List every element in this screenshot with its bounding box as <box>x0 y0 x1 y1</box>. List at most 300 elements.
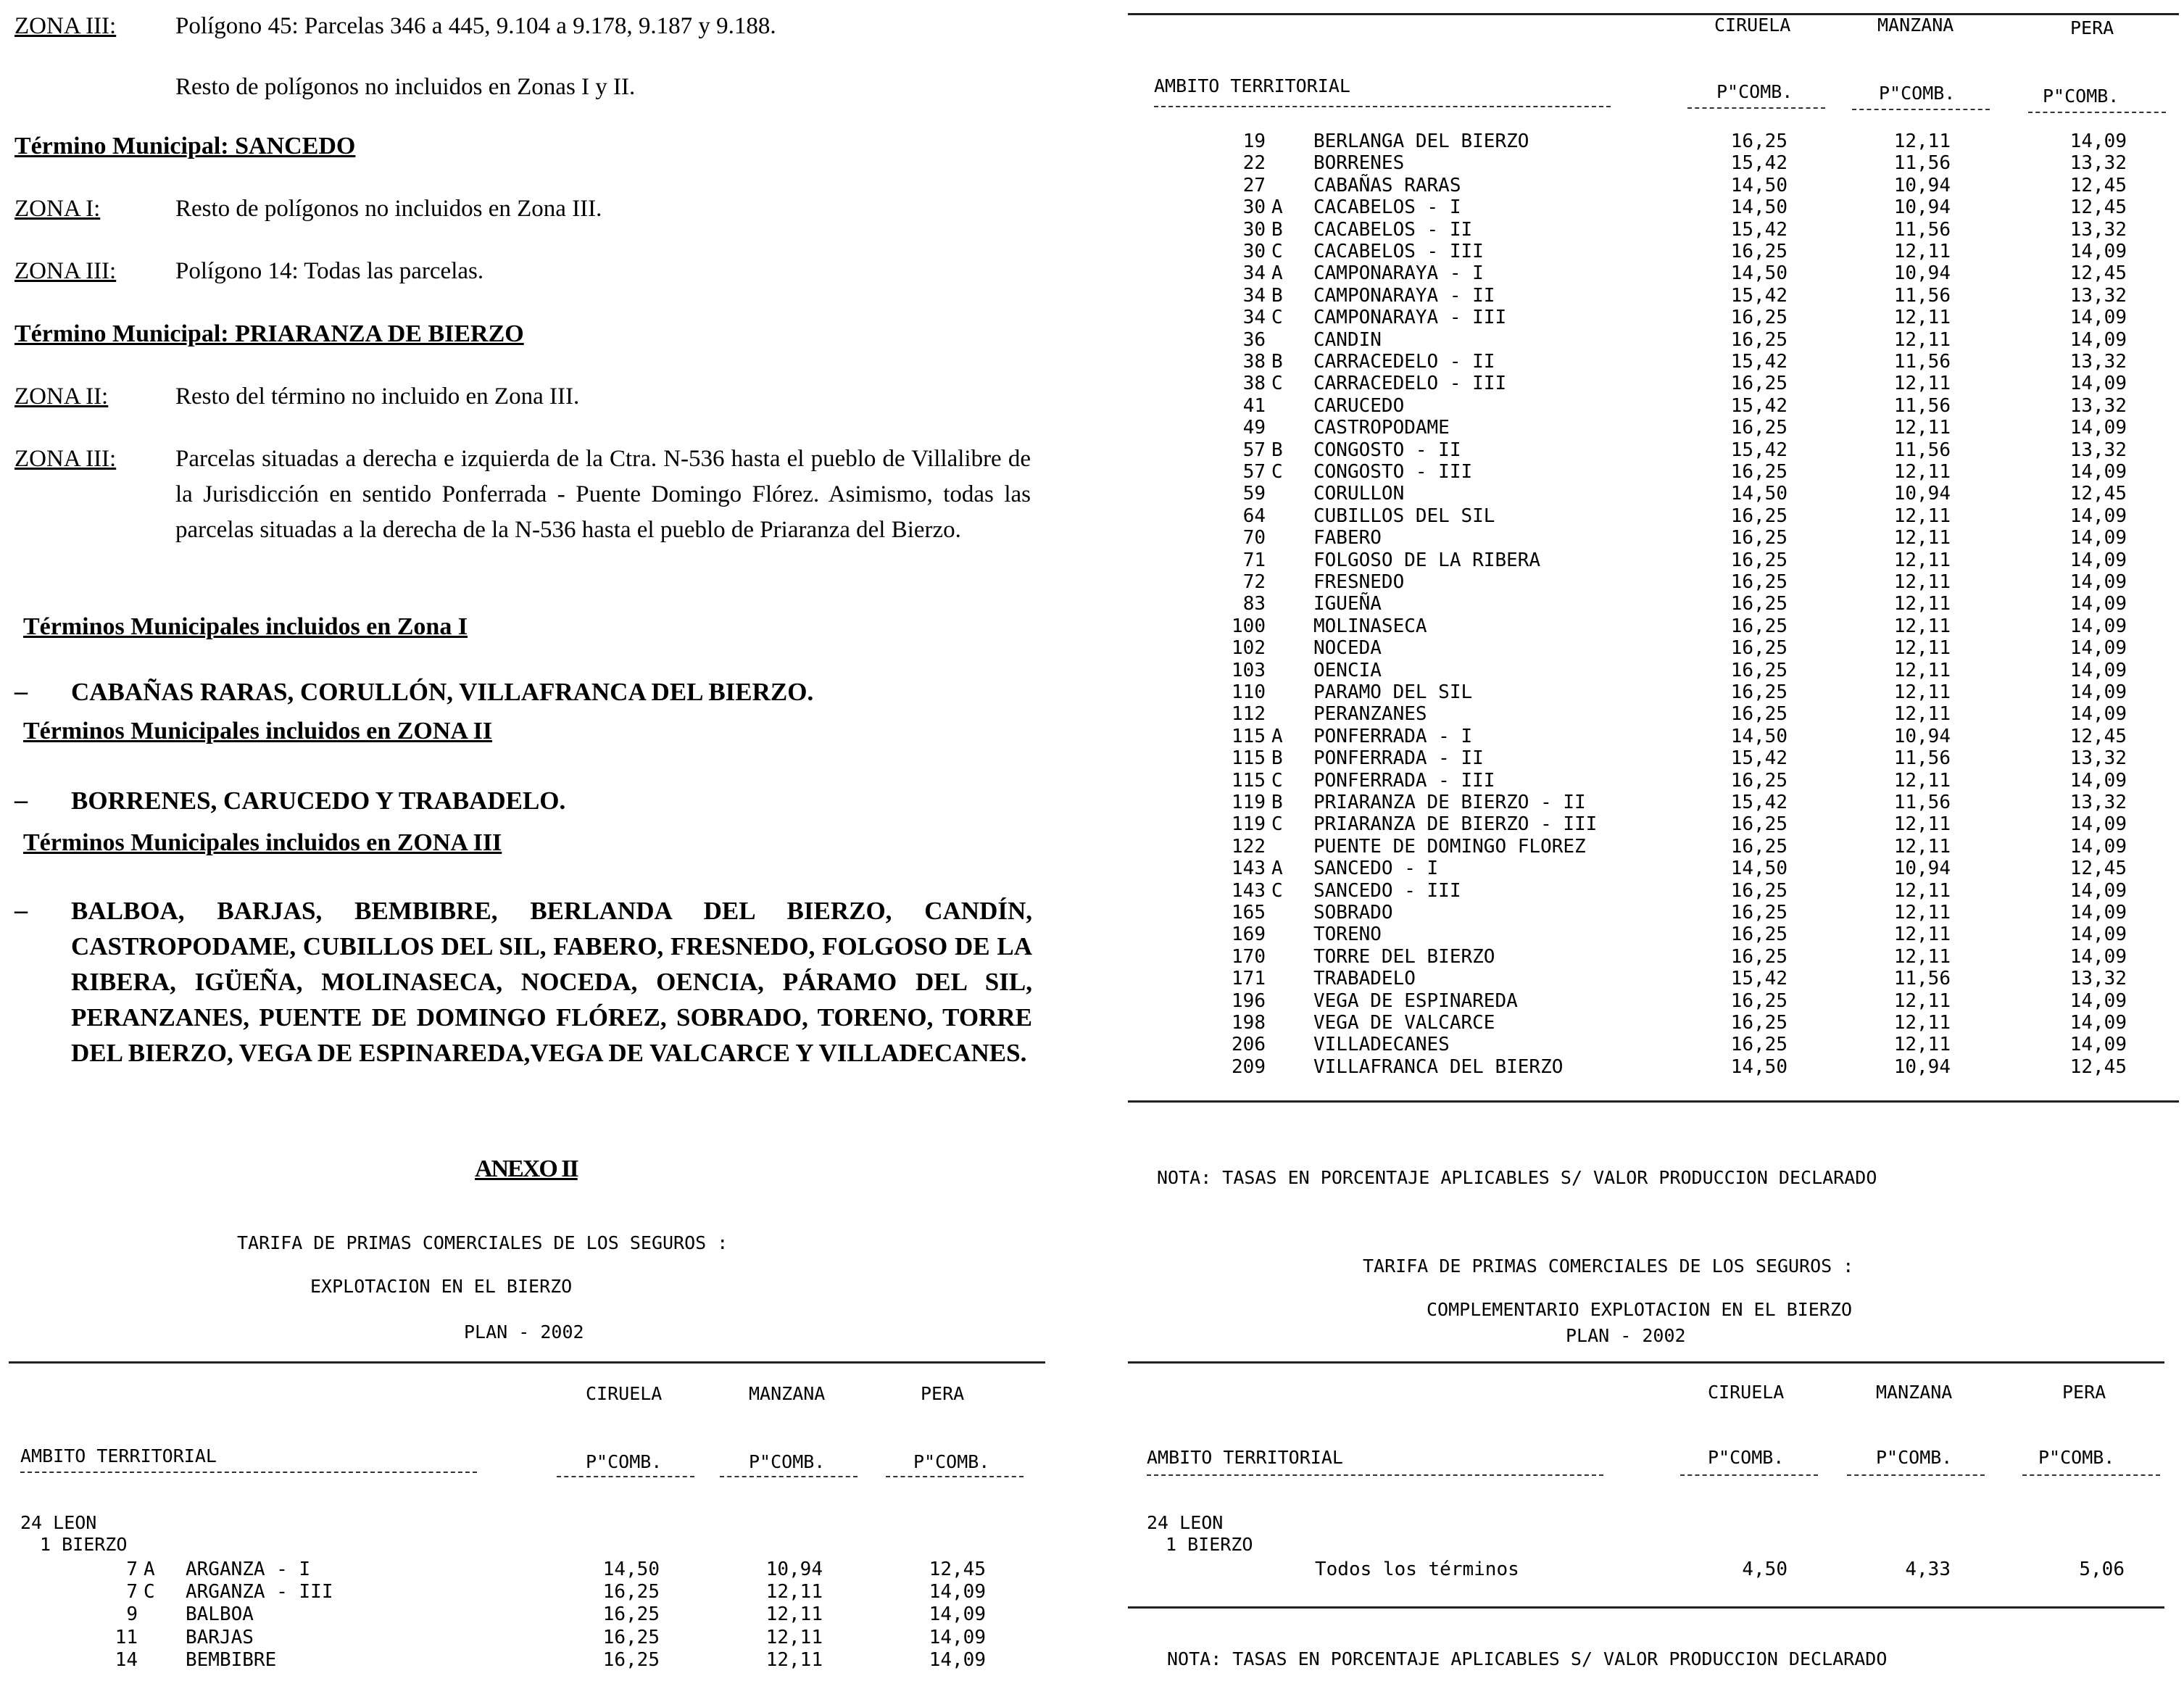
row-letter: B <box>1271 792 1283 813</box>
row-manzana: 12,11 <box>1893 571 1951 593</box>
row-letter: A <box>144 1559 155 1580</box>
row-code: 119 <box>1232 792 1266 813</box>
row-manzana: 12,11 <box>1893 681 1951 703</box>
row-manzana: 11,56 <box>1893 394 1951 417</box>
row-ciruela: 16,25 <box>1730 505 1788 527</box>
ambito-header: AMBITO TERRITORIAL <box>20 1445 217 1466</box>
subheader-pcomb: P"COMB. <box>1879 83 1956 104</box>
row-pera: 13,32 <box>2069 218 2127 241</box>
row-manzana: 12,11 <box>1893 615 1951 637</box>
row-ciruela: 14,50 <box>1730 725 1788 747</box>
row-pera: 5,06 <box>2079 1559 2125 1580</box>
zone-text: Resto de polígonos no incluidos en Zona III. <box>175 196 602 222</box>
row-manzana: 12,11 <box>1893 879 1951 902</box>
row-name: CARUCEDO <box>1313 394 1405 417</box>
row-pera: 14,09 <box>2069 1034 2127 1056</box>
row-manzana: 12,11 <box>1893 417 1951 439</box>
table-row <box>1128 262 2179 284</box>
row-code: 102 <box>1232 637 1266 660</box>
row-pera: 14,09 <box>2069 130 2127 152</box>
row-pera: 12,45 <box>2069 858 2127 880</box>
row-code: 57 <box>1242 439 1266 461</box>
table-row <box>1128 593 2179 615</box>
table-row <box>1128 813 2179 835</box>
row-pera: 14,09 <box>2069 373 2127 395</box>
row-pera: 14,09 <box>2069 681 2127 703</box>
row-ciruela: 14,50 <box>602 1559 660 1580</box>
row-ciruela: 16,25 <box>1730 130 1788 152</box>
row-ciruela: 16,25 <box>1730 835 1788 858</box>
table-row <box>0 1603 1047 1625</box>
table-row <box>1128 880 2179 902</box>
row-pera: 14,09 <box>2069 989 2127 1012</box>
zone-text: Parcelas situadas a derecha e izquierda de la Ctra. N-536 hasta el pueblo de Villalibre de la Jurisdicción en sentido Ponferrada - Puente Domingo Flórez. Asimismo, todas las parcelas situadas a la derecha de la N-536 hasta el pueblo de Priaranza del Bierzo. <box>175 446 1031 543</box>
table-row <box>1128 747 2179 769</box>
table-row <box>1128 417 2179 439</box>
row-ciruela: 16,25 <box>1730 461 1788 483</box>
table-row <box>1128 990 2179 1012</box>
table-row <box>1128 439 2179 461</box>
plan-label: PLAN - 2002 <box>464 1321 584 1343</box>
row-letter: C <box>1271 813 1283 836</box>
row-pera: 14,09 <box>2069 879 2127 902</box>
table-row <box>1128 505 2179 527</box>
row-name: IGUEÑA <box>1313 593 1382 615</box>
row-manzana: 12,11 <box>765 1603 823 1626</box>
row-name: CABAÑAS RARAS <box>1313 174 1461 196</box>
row-ciruela: 16,25 <box>1730 1034 1788 1056</box>
row-name: CONGOSTO - III <box>1313 461 1473 483</box>
row-ciruela: 14,50 <box>1730 858 1788 880</box>
row-manzana: 12,11 <box>1893 593 1951 615</box>
ambito-header: AMBITO TERRITORIAL <box>1154 75 1350 96</box>
row-code: 30 <box>1242 218 1266 241</box>
row-code: 34 <box>1242 284 1266 307</box>
row-letter: A <box>1271 196 1283 219</box>
row-name: BALBOA <box>186 1603 254 1626</box>
row-ciruela: 16,25 <box>1730 902 1788 924</box>
row-code: 27 <box>1242 174 1266 196</box>
row-ciruela: 15,42 <box>1730 439 1788 461</box>
row-code: 34 <box>1242 262 1266 285</box>
subheader-pcomb: P"COMB. <box>1708 1447 1785 1468</box>
row-ciruela: 16,25 <box>1730 945 1788 968</box>
table-row <box>1128 792 2179 813</box>
row-manzana: 10,94 <box>1893 1055 1951 1078</box>
subheader-pcomb: P"COMB. <box>913 1451 990 1472</box>
row-manzana: 11,56 <box>1893 218 1951 241</box>
table-note: NOTA: TASAS EN PORCENTAJE APLICABLES S/ VALOR PRODUCCION DECLARADO <box>1167 1648 1888 1669</box>
row-pera: 13,32 <box>2069 394 2127 417</box>
row-code: 72 <box>1242 571 1266 593</box>
row-code: 119 <box>1232 813 1266 836</box>
row-code: 115 <box>1232 769 1266 792</box>
header-underline <box>886 1476 1024 1477</box>
tariff-subtitle: COMPLEMENTARIO EXPLOTACION EN EL BIERZO <box>1427 1299 1852 1320</box>
row-letter: C <box>1271 461 1283 483</box>
row-name: BERLANGA DEL BIERZO <box>1313 130 1529 152</box>
table-row <box>1128 395 2179 417</box>
row-name: VILLADECANES <box>1313 1034 1450 1056</box>
row-code: 9 <box>126 1603 138 1626</box>
row-name: Todos los términos <box>1315 1559 1519 1580</box>
zone-group-items: BORRENES, CARUCEDO Y TRABADELO. <box>71 787 566 815</box>
row-code: 38 <box>1242 373 1266 395</box>
table-row <box>1128 329 2179 351</box>
row-manzana: 10,94 <box>1893 483 1951 505</box>
table-row <box>1128 571 2179 593</box>
row-code: 143 <box>1232 858 1266 880</box>
table-row <box>1128 219 2179 241</box>
table-row <box>1128 681 2179 703</box>
row-name: PERANZANES <box>1313 703 1427 726</box>
table-row <box>1128 726 2179 747</box>
table-row <box>1128 946 2179 968</box>
row-ciruela: 16,25 <box>1730 417 1788 439</box>
row-name: CAMPONARAYA - II <box>1313 284 1495 307</box>
zone-text: Polígono 14: Todas las parcelas. <box>175 258 484 284</box>
table-row <box>1128 637 2179 659</box>
row-manzana: 12,11 <box>1893 945 1951 968</box>
row-ciruela: 16,25 <box>1730 328 1788 351</box>
col-header-manzana: MANZANA <box>1877 14 1954 36</box>
row-pera: 14,09 <box>929 1648 986 1671</box>
row-pera: 14,09 <box>2069 945 2127 968</box>
row-ciruela: 16,25 <box>1730 924 1788 946</box>
table-row <box>1128 373 2179 394</box>
row-ciruela: 15,42 <box>1730 394 1788 417</box>
row-code: 83 <box>1242 593 1266 615</box>
table-row <box>1128 285 2179 307</box>
tariff-subtitle: EXPLOTACION EN EL BIERZO <box>310 1276 573 1297</box>
zone-text: Resto del término no incluido en Zona III. <box>175 383 580 410</box>
table-row <box>1128 130 2179 152</box>
row-pera: 13,32 <box>2069 792 2127 813</box>
row-code: 206 <box>1232 1034 1266 1056</box>
row-name: CAMPONARAYA - III <box>1313 307 1507 329</box>
row-name: CACABELOS - II <box>1313 218 1473 241</box>
table-row <box>1128 175 2179 196</box>
row-ciruela: 16,25 <box>1730 241 1788 262</box>
row-name: CUBILLOS DEL SIL <box>1313 505 1495 527</box>
subheader-pcomb: P"COMB. <box>586 1451 663 1472</box>
col-header-ciruela: CIRUELA <box>1708 1382 1785 1403</box>
row-ciruela: 16,25 <box>1730 659 1788 681</box>
row-letter: A <box>1271 858 1283 880</box>
row-pera: 14,09 <box>929 1603 986 1626</box>
row-pera: 14,09 <box>2069 328 2127 351</box>
row-pera: 13,32 <box>2069 284 2127 307</box>
ambito-header: AMBITO TERRITORIAL <box>1147 1447 1343 1468</box>
row-pera: 12,45 <box>2069 262 2127 285</box>
row-code: 196 <box>1232 989 1266 1012</box>
table-row <box>1128 703 2179 725</box>
row-code: 22 <box>1242 152 1266 175</box>
province-label: 24 LEON <box>1147 1512 1224 1533</box>
row-pera: 14,09 <box>2069 1012 2127 1034</box>
row-pera: 14,09 <box>2069 241 2127 262</box>
row-ciruela: 14,50 <box>1730 196 1788 219</box>
row-code: 171 <box>1232 968 1266 990</box>
row-manzana: 12,11 <box>1893 505 1951 527</box>
row-name: VEGA DE ESPINAREDA <box>1313 989 1518 1012</box>
row-ciruela: 15,42 <box>1730 792 1788 813</box>
row-letter: C <box>144 1581 155 1603</box>
zone-label: ZONA II: <box>14 383 109 410</box>
row-manzana: 12,11 <box>1893 989 1951 1012</box>
row-name: FRESNEDO <box>1313 571 1405 593</box>
col-header-manzana: MANZANA <box>1876 1382 1953 1403</box>
table-row <box>1128 770 2179 792</box>
row-ciruela: 14,50 <box>1730 174 1788 196</box>
row-manzana: 12,11 <box>1893 130 1951 152</box>
row-code: 70 <box>1242 527 1266 549</box>
row-ciruela: 16,25 <box>1730 549 1788 571</box>
zone-text: Resto de polígonos no incluidos en Zonas I y II. <box>175 74 636 100</box>
table-row <box>1128 196 2179 218</box>
table-row <box>1128 307 2179 328</box>
subheader-pcomb: P"COMB. <box>2043 86 2119 107</box>
row-ciruela: 16,25 <box>1730 571 1788 593</box>
row-pera: 12,45 <box>929 1559 986 1580</box>
row-manzana: 10,94 <box>1893 196 1951 219</box>
row-ciruela: 16,25 <box>1730 373 1788 395</box>
row-pera: 12,45 <box>2069 196 2127 219</box>
row-ciruela: 16,25 <box>602 1603 660 1626</box>
row-letter: B <box>1271 351 1283 373</box>
row-manzana: 11,56 <box>1893 351 1951 373</box>
zone-group-items: BALBOA, BARJAS, BEMBIBRE, BERLANDA DEL BIERZO, CANDÍN, CASTROPODAME, CUBILLOS DEL SIL, FABERO, FRESNEDO, FOLGOSO DE LA RIBERA, IGÜEÑA, MOLINASECA, NOCEDA, OENCIA, PÁRAMO DEL SIL, PERANZANES, PUENTE DE DOMINGO FLÓREZ, SOBRADO, TORENO, TORRE DEL BIERZO, VEGA DE ESPINAREDA,VEGA DE VALCARCE Y VILLADECANES. <box>71 897 1032 1067</box>
row-manzana: 12,11 <box>1893 1012 1951 1034</box>
row-pera: 14,09 <box>2069 571 2127 593</box>
row-code: 103 <box>1232 659 1266 681</box>
row-ciruela: 16,25 <box>1730 1012 1788 1034</box>
row-name: PUENTE DE DOMINGO FLOREZ <box>1313 835 1586 858</box>
row-name: PONFERRADA - I <box>1313 725 1473 747</box>
row-pera: 14,09 <box>2069 813 2127 836</box>
row-name: SANCEDO - I <box>1313 858 1439 880</box>
table-row <box>1128 1056 2179 1078</box>
row-code: 169 <box>1232 924 1266 946</box>
row-pera: 14,09 <box>2069 417 2127 439</box>
table-row <box>1128 1034 2179 1055</box>
row-pera: 13,32 <box>2069 351 2127 373</box>
row-ciruela: 16,25 <box>1730 615 1788 637</box>
row-name: CACABELOS - III <box>1313 241 1484 262</box>
row-letter: C <box>1271 241 1283 262</box>
col-header-pera: PERA <box>921 1383 965 1404</box>
row-manzana: 12,11 <box>765 1626 823 1648</box>
zone-label: ZONA III: <box>14 258 117 284</box>
row-ciruela: 16,25 <box>1730 637 1788 660</box>
tariff-title: TARIFA DE PRIMAS COMERCIALES DE LOS SEGUROS : <box>237 1232 728 1253</box>
table-row <box>0 1649 1047 1671</box>
row-pera: 14,09 <box>2069 637 2127 660</box>
subheader-pcomb: P"COMB. <box>1716 81 1793 102</box>
row-manzana: 10,94 <box>1893 262 1951 285</box>
row-pera: 13,32 <box>2069 439 2127 461</box>
row-ciruela: 14,50 <box>1730 1055 1788 1078</box>
row-pera: 14,09 <box>2069 703 2127 726</box>
row-name: MOLINASECA <box>1313 615 1427 637</box>
table-row <box>0 1627 1047 1648</box>
row-name: BARJAS <box>186 1626 254 1648</box>
row-pera: 14,09 <box>2069 659 2127 681</box>
row-code: 170 <box>1232 945 1266 968</box>
row-pera: 14,09 <box>2069 527 2127 549</box>
row-code: 30 <box>1242 196 1266 219</box>
header-underline <box>2028 112 2166 113</box>
row-name: PRIARANZA DE BIERZO - II <box>1313 792 1586 813</box>
row-manzana: 4,33 <box>1905 1559 1951 1580</box>
table-row <box>1128 902 2179 924</box>
col-header-pera: PERA <box>2062 1382 2106 1403</box>
table-row <box>1128 968 2179 989</box>
row-pera: 14,09 <box>2069 615 2127 637</box>
row-ciruela: 16,25 <box>1730 527 1788 549</box>
row-letter: C <box>1271 373 1283 395</box>
row-manzana: 11,56 <box>1893 439 1951 461</box>
row-pera: 14,09 <box>929 1626 986 1648</box>
table-row <box>1128 660 2179 681</box>
row-manzana: 10,94 <box>1893 858 1951 880</box>
row-name: VILLAFRANCA DEL BIERZO <box>1313 1055 1564 1078</box>
row-manzana: 12,11 <box>1893 527 1951 549</box>
row-code: 209 <box>1232 1055 1266 1078</box>
table-row <box>1128 461 2179 483</box>
table-row <box>1128 241 2179 262</box>
row-ciruela: 14,50 <box>1730 483 1788 505</box>
header-underline <box>720 1476 858 1477</box>
row-manzana: 12,11 <box>1893 328 1951 351</box>
row-code: 49 <box>1242 417 1266 439</box>
row-pera: 14,09 <box>2069 307 2127 329</box>
row-name: BORRENES <box>1313 152 1405 175</box>
row-name: CASTROPODAME <box>1313 417 1450 439</box>
header-underline <box>2022 1474 2160 1476</box>
row-name: BEMBIBRE <box>186 1648 277 1671</box>
row-ciruela: 14,50 <box>1730 262 1788 285</box>
row-ciruela: 16,25 <box>1730 681 1788 703</box>
row-ciruela: 16,25 <box>1730 593 1788 615</box>
row-name: FOLGOSO DE LA RIBERA <box>1313 549 1541 571</box>
zone-group-heading: Términos Municipales incluidos en Zona I <box>23 613 468 640</box>
row-manzana: 12,11 <box>1893 307 1951 329</box>
table-row <box>1128 836 2179 858</box>
row-code: 57 <box>1242 461 1266 483</box>
row-name: CANDIN <box>1313 328 1382 351</box>
table-row <box>0 1581 1047 1603</box>
row-name: SANCEDO - III <box>1313 879 1461 902</box>
row-manzana: 12,11 <box>1893 703 1951 726</box>
row-manzana: 12,11 <box>1893 769 1951 792</box>
row-manzana: 12,11 <box>1893 373 1951 395</box>
row-letter: C <box>1271 879 1283 902</box>
row-name: NOCEDA <box>1313 637 1382 660</box>
row-name: PONFERRADA - III <box>1313 769 1495 792</box>
row-code: 41 <box>1242 394 1266 417</box>
list-dash: – <box>14 895 28 924</box>
row-name: TORENO <box>1313 924 1382 946</box>
row-manzana: 12,11 <box>1893 813 1951 836</box>
row-manzana: 11,56 <box>1893 792 1951 813</box>
row-name: PRIARANZA DE BIERZO - III <box>1313 813 1598 836</box>
row-letter: B <box>1271 439 1283 461</box>
row-manzana: 12,11 <box>1893 924 1951 946</box>
header-underline <box>1847 1474 1985 1476</box>
row-code: 100 <box>1232 615 1266 637</box>
table-top-rule <box>9 1361 1045 1364</box>
table-bottom-rule <box>1128 1100 2179 1103</box>
table-row <box>1128 1559 2179 1580</box>
row-code: 7 <box>126 1581 138 1603</box>
row-pera: 12,45 <box>2069 483 2127 505</box>
row-code: 11 <box>115 1626 138 1648</box>
row-pera: 12,45 <box>2069 174 2127 196</box>
row-ciruela: 15,42 <box>1730 351 1788 373</box>
zone-group-heading: Términos Municipales incluidos en ZONA III <box>23 829 502 856</box>
row-code: 122 <box>1232 835 1266 858</box>
row-name: VEGA DE VALCARCE <box>1313 1012 1495 1034</box>
row-manzana: 12,11 <box>1893 241 1951 262</box>
plan-label: PLAN - 2002 <box>1566 1325 1686 1346</box>
row-ciruela: 15,42 <box>1730 747 1788 770</box>
row-manzana: 12,11 <box>1893 902 1951 924</box>
row-pera: 14,09 <box>2069 835 2127 858</box>
row-manzana: 10,94 <box>1893 174 1951 196</box>
row-ciruela: 15,42 <box>1730 284 1788 307</box>
row-letter: B <box>1271 218 1283 241</box>
table-top-rule <box>1128 1361 2164 1364</box>
row-manzana: 12,11 <box>1893 659 1951 681</box>
row-pera: 14,09 <box>2069 924 2127 946</box>
row-ciruela: 15,42 <box>1730 218 1788 241</box>
row-manzana: 11,56 <box>1893 152 1951 175</box>
zone-text: Polígono 45: Parcelas 346 a 445, 9.104 a 9.178, 9.187 y 9.188. <box>175 13 776 39</box>
row-ciruela: 16,25 <box>1730 989 1788 1012</box>
row-ciruela: 16,25 <box>1730 307 1788 329</box>
zone-group-heading: Términos Municipales incluidos en ZONA II <box>23 718 493 744</box>
row-manzana: 12,11 <box>1893 835 1951 858</box>
row-ciruela: 16,25 <box>1730 813 1788 836</box>
table-row <box>1128 615 2179 637</box>
table-note: NOTA: TASAS EN PORCENTAJE APLICABLES S/ VALOR PRODUCCION DECLARADO <box>1157 1167 1877 1188</box>
row-name: CORULLON <box>1313 483 1405 505</box>
row-name: SOBRADO <box>1313 902 1393 924</box>
row-pera: 12,45 <box>2069 1055 2127 1078</box>
row-manzana: 10,94 <box>1893 725 1951 747</box>
row-name: FABERO <box>1313 527 1382 549</box>
zone-group-items: CABAÑAS RARAS, CORULLÓN, VILLAFRANCA DEL BIERZO. <box>71 678 814 706</box>
row-name: PONFERRADA - II <box>1313 747 1484 770</box>
row-pera: 13,32 <box>2069 747 2127 770</box>
row-name: TORRE DEL BIERZO <box>1313 945 1495 968</box>
row-ciruela: 16,25 <box>602 1626 660 1648</box>
row-pera: 14,09 <box>2069 593 2127 615</box>
tariff-title: TARIFA DE PRIMAS COMERCIALES DE LOS SEGUROS : <box>1363 1256 1854 1277</box>
subheader-pcomb: P"COMB. <box>749 1451 826 1472</box>
table-row <box>1128 924 2179 945</box>
header-underline <box>20 1472 477 1473</box>
row-ciruela: 16,25 <box>602 1648 660 1671</box>
row-pera: 14,09 <box>2069 902 2127 924</box>
row-ciruela: 16,25 <box>1730 769 1788 792</box>
comarca-label: 1 BIERZO <box>1166 1534 1253 1555</box>
municipality-heading: Término Municipal: SANCEDO <box>14 133 356 159</box>
row-name: CACABELOS - I <box>1313 196 1461 219</box>
row-name: CONGOSTO - II <box>1313 439 1461 461</box>
subheader-pcomb: P"COMB. <box>2038 1447 2115 1468</box>
